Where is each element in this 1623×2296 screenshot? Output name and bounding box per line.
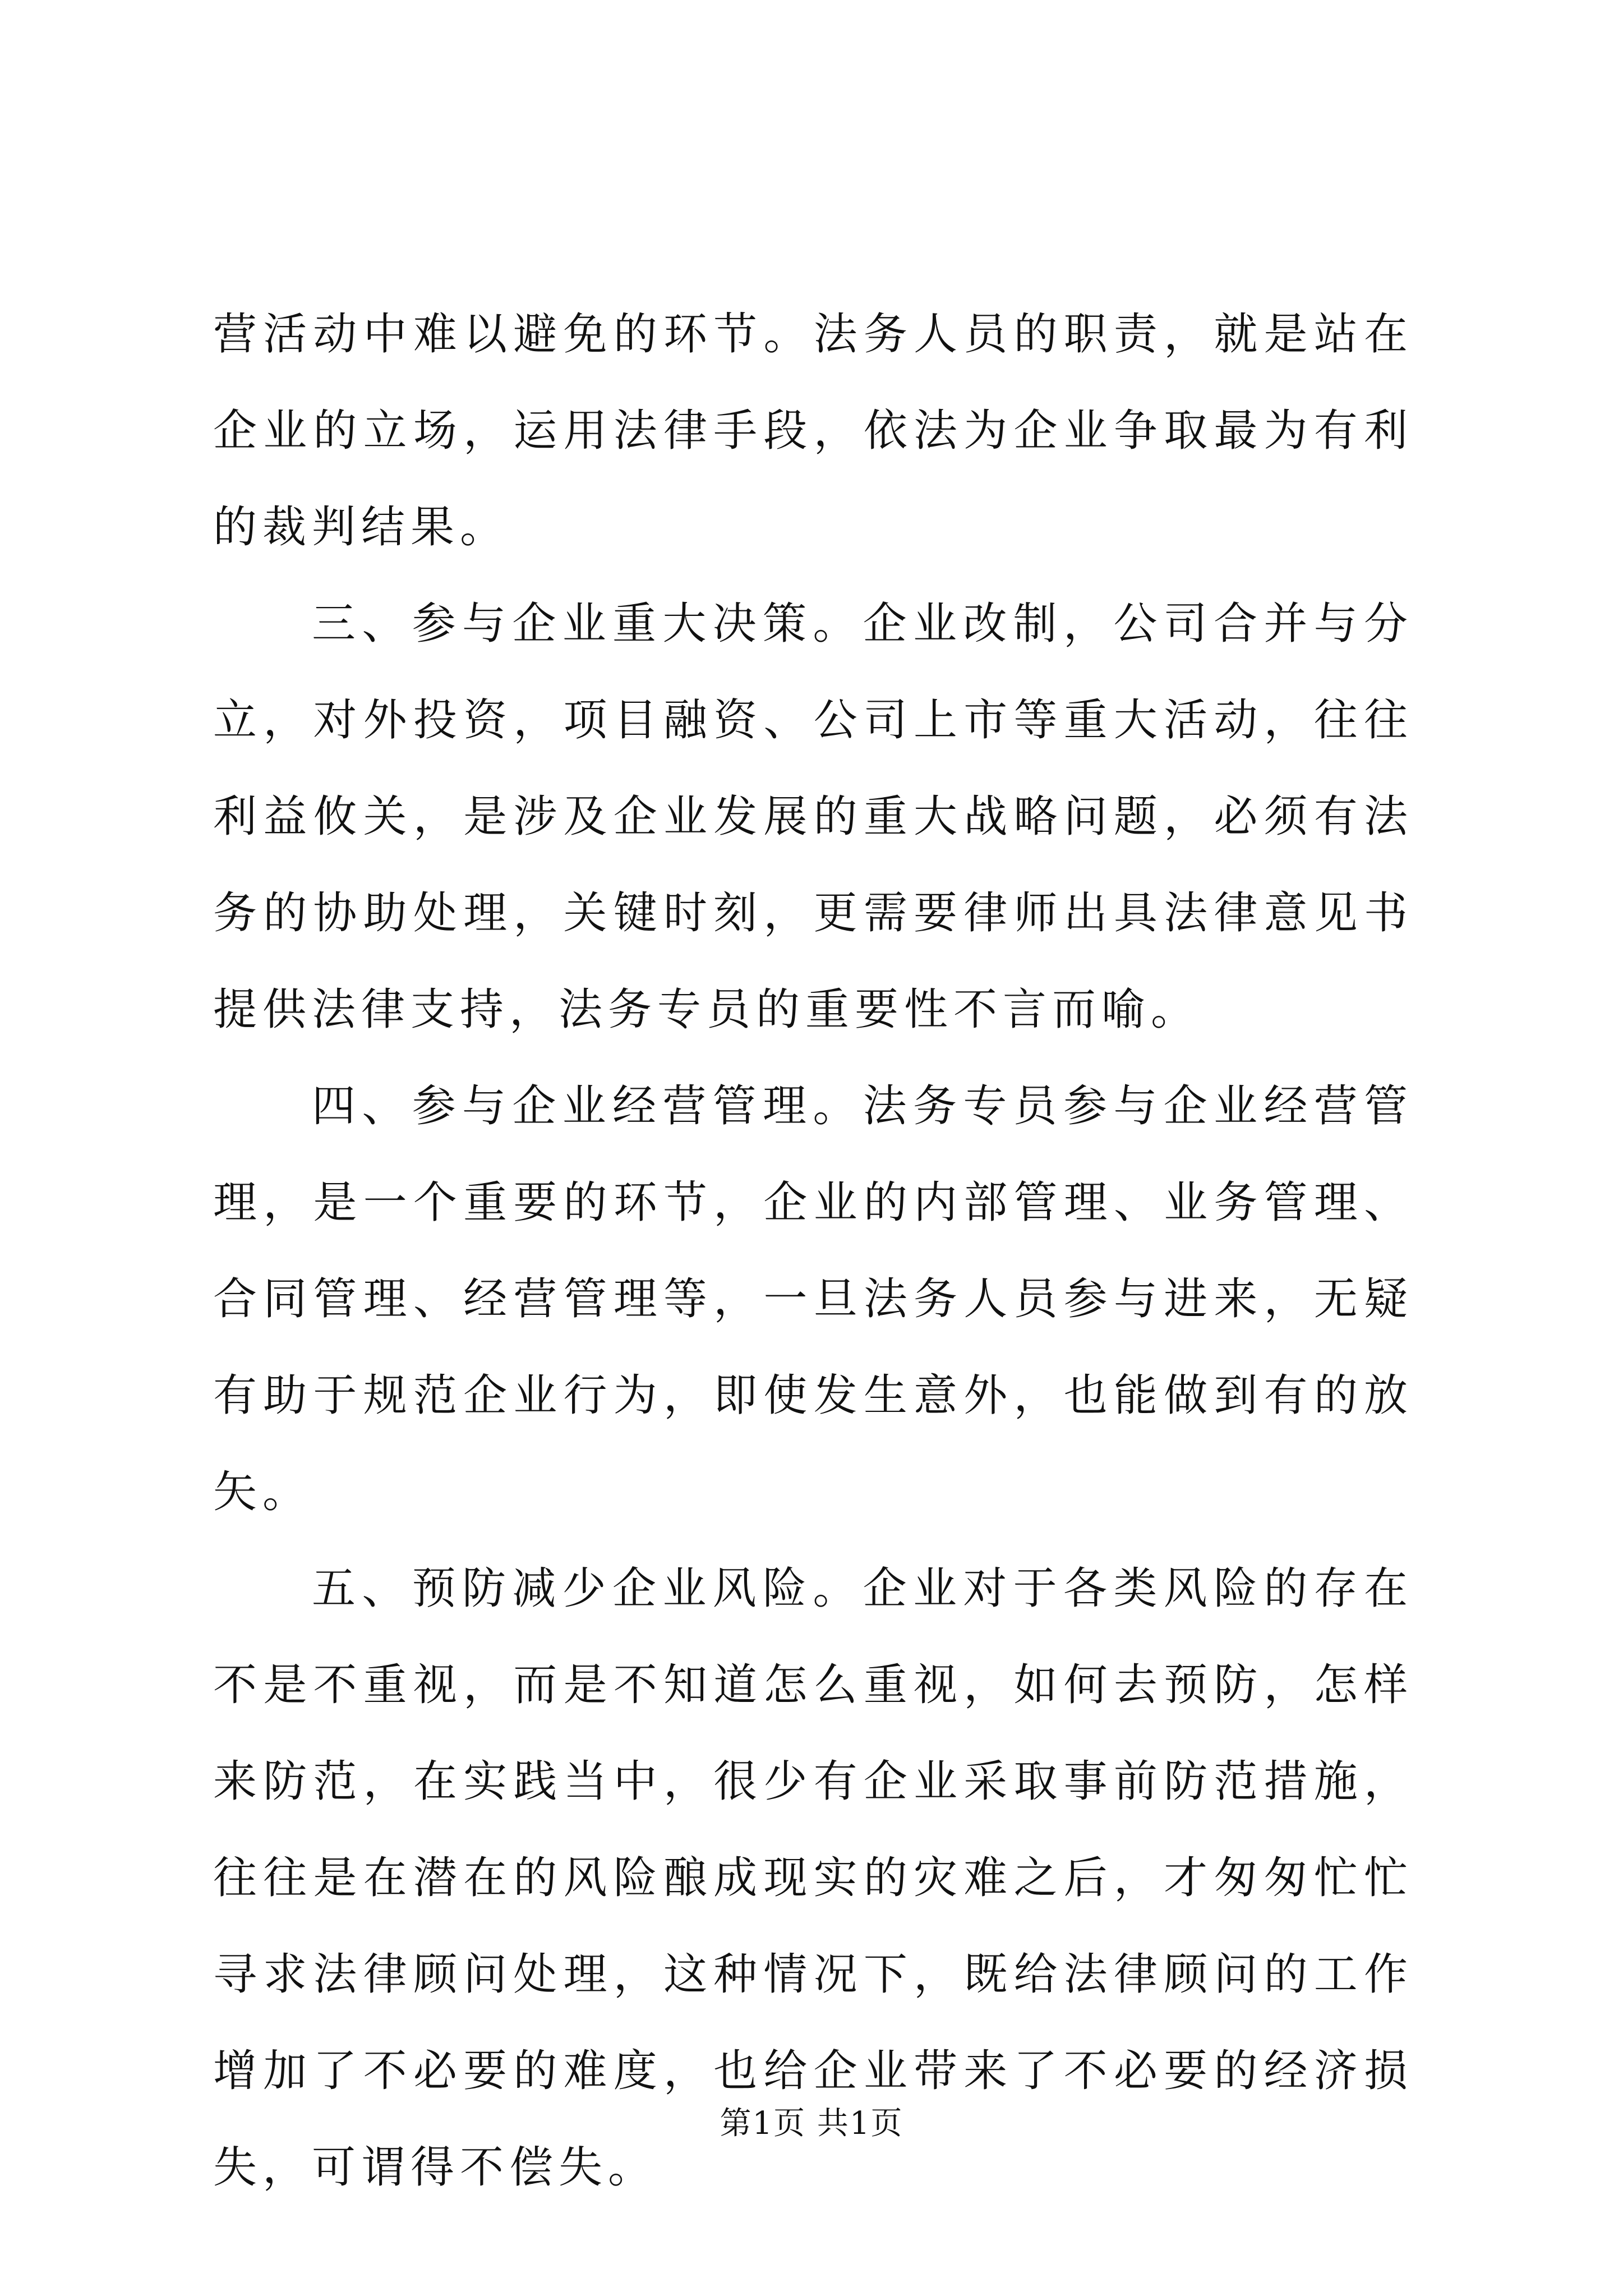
paragraph-continuation: 营活动中难以避免的环节。法务人员的职责，就是站在企业的立场，运用法律手段，依法为企业争取最为有利的裁判结果。 — [213, 309, 1413, 553]
paragraph-major-decisions: 三、参与企业重大决策。企业改制，公司合并与分立，对外投资，项目融资、公司上市等重大活动，往往利益攸关，是涉及企业发展的重大战略问题，必须有法务的协助处理，关键时刻，更需要律师出具法律意见书提供法律支持，法务专员的重要性不言而喻。 — [213, 599, 1413, 1035]
paragraph-business-management: 四、参与企业经营管理。法务专员参与企业经营管理，是一个重要的环节，企业的内部管理、业务管理、合同管理、经营管理等，一旦法务人员参与进来，无疑有助于规范企业行为，即使发生意外，也能做到有的放矢。 — [213, 1081, 1413, 1517]
paragraph-risk-prevention: 五、预防减少企业风险。企业对于各类风险的存在不是不重视，而是不知道怎么重视，如何去预防，怎样来防范，在实践当中，很少有企业采取事前防范措施，往往是在潜在的风险酿成现实的灾难之后，才匆匆忙忙寻求法律顾问处理，这种情况下，既给法律顾问的工作增加了不必要的难度，也给企业带来了不必要的经济损失，可谓得不偿失。 — [213, 1563, 1413, 2193]
page-footer: 第1页 共1页 — [720, 2105, 903, 2142]
document-body — [213, 286, 1413, 2216]
